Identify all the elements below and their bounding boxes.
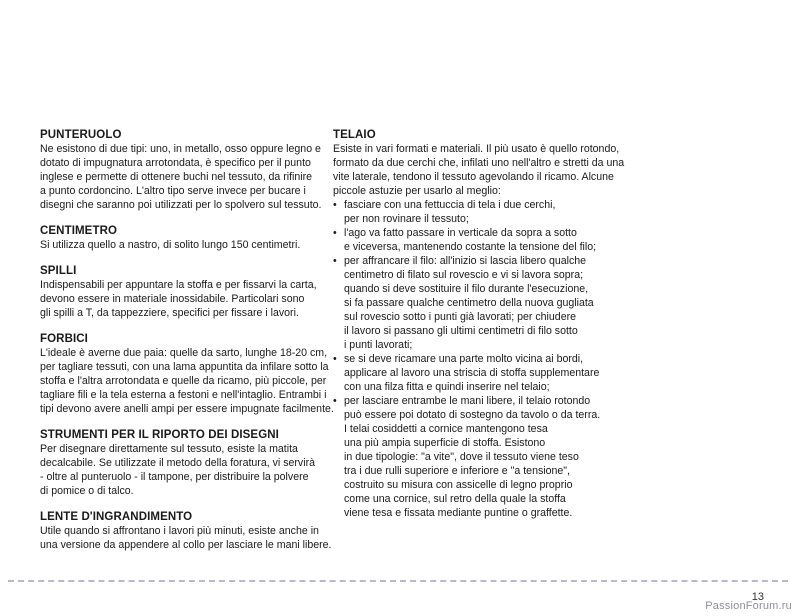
text-line: disegni che saranno poi utilizzati per lo spolvero sul tessuto. bbox=[40, 199, 322, 211]
section-body bbox=[40, 278, 322, 320]
section-body bbox=[40, 442, 322, 498]
section-telaio bbox=[333, 128, 625, 520]
text-line: gli spilli a T, da tappezziere, specifici per fissare i lavori. bbox=[40, 307, 299, 319]
text-line: i punti lavorati; bbox=[344, 339, 413, 351]
text-line: piccole astuzie per usarlo al meglio: bbox=[333, 185, 501, 197]
text-line: Esiste in vari formati e materiali. Il più usato è quello rotondo, bbox=[333, 143, 620, 155]
section-intro bbox=[333, 142, 625, 198]
section-strumenti-riporto bbox=[40, 428, 322, 498]
text-line: sul rovescio sotto i punti già lavorati; per chiudere bbox=[344, 311, 577, 323]
text-line: una versione da appendere al collo per lasciare le mani libere. bbox=[40, 539, 332, 551]
text-line: I telai cosiddetti a cornice mantengono tesa bbox=[344, 423, 548, 435]
section-body bbox=[40, 238, 322, 252]
text-line: L'ideale è averne due paia: quelle da sarto, lunghe 18-20 cm, bbox=[40, 347, 328, 359]
section-heading: CENTIMETRO bbox=[40, 225, 118, 237]
text-line: tagliare fili e la tela esterna a festoni e nell'intaglio. Entrambi i bbox=[40, 389, 327, 401]
text-line: • se si deve ricamare una parte molto vicina ai bordi, bbox=[344, 353, 584, 365]
section-heading: STRUMENTI PER IL RIPORTO DEI DISEGNI bbox=[40, 429, 279, 441]
section-body bbox=[40, 524, 332, 552]
text-line: Ne esistono di due tipi: uno, in metallo, osso oppure legno e bbox=[40, 143, 321, 155]
text-line: costruito su misura con assicelle di legno proprio bbox=[344, 479, 573, 491]
text-line: e viceversa, mantenendo costante la tensione del filo; bbox=[344, 241, 597, 253]
text-line: di pomice o di talco. bbox=[40, 485, 134, 497]
section-centimetro bbox=[40, 224, 322, 252]
text-line: dotato di impugnatura arrotondata, è specifico per il punto bbox=[40, 157, 311, 169]
text-line: - oltre al punteruolo - il tampone, per distribuire la polvere bbox=[40, 471, 309, 483]
text-line: quando si deve sostituire il filo durante l'esecuzione, bbox=[344, 283, 589, 295]
list-item bbox=[333, 198, 621, 226]
footer-divider bbox=[8, 580, 788, 582]
text-line: Utile quando si affrontano i lavori più minuti, esiste anche in bbox=[40, 525, 319, 537]
text-line: Indispensabili per appuntare la stoffa e per fissarvi la carta, bbox=[40, 279, 317, 291]
text-line: inglese e permette di ottenere buchi nel tessuto, da rifinire bbox=[40, 171, 313, 183]
right-column bbox=[333, 128, 625, 532]
text-line: con una filza fitta e quindi inserire nel telaio; bbox=[344, 381, 550, 393]
list-item bbox=[333, 394, 621, 520]
section-body bbox=[40, 142, 322, 212]
section-heading: TELAIO bbox=[333, 129, 376, 141]
text-line: formato da due cerchi che, infilati uno nell'altro e stretti da una bbox=[333, 157, 625, 169]
section-spilli bbox=[40, 264, 322, 320]
section-heading: LENTE D'INGRANDIMENTO bbox=[40, 511, 193, 523]
section-heading: SPILLI bbox=[40, 265, 77, 277]
text-line: una più ampia superficie di stoffa. Esistono bbox=[344, 437, 546, 449]
section-heading: FORBICI bbox=[40, 333, 88, 345]
section-lente bbox=[40, 510, 332, 552]
text-line: • fasciare con una fettuccia di tela i due cerchi, bbox=[344, 199, 556, 211]
section-heading: PUNTERUOLO bbox=[40, 129, 122, 141]
text-line: per non rovinare il tessuto; bbox=[344, 213, 469, 225]
section-body bbox=[40, 346, 334, 416]
text-line: centimetro di filato sul rovescio e vi si lavora sopra; bbox=[344, 269, 584, 281]
list-item bbox=[333, 226, 621, 254]
tips-list bbox=[333, 198, 621, 520]
text-line: Si utilizza quello a nastro, di solito lungo 150 centimetri. bbox=[40, 239, 301, 251]
text-line: a punto cordoncino. L'altro tipo serve invece per bucare i bbox=[40, 185, 306, 197]
text-line: • l'ago va fatto passare in verticale da sopra a sotto bbox=[344, 227, 577, 239]
left-column bbox=[40, 128, 334, 564]
text-line: Per disegnare direttamente sul tessuto, esiste la matita bbox=[40, 443, 298, 455]
text-line: tipi devono avere anelli ampi per essere impugnate facilmente. bbox=[40, 403, 334, 415]
section-punteruolo bbox=[40, 128, 322, 212]
text-line: • per lasciare entrambe le mani libere, il telaio rotondo bbox=[344, 395, 591, 407]
list-item bbox=[333, 352, 621, 394]
section-forbici bbox=[40, 332, 334, 416]
text-line: stoffa e l'altra arrotondata e quelle da ricamo, più piccole, per bbox=[40, 375, 327, 387]
text-line: si fa passare qualche centimetro della nuova gugliata bbox=[344, 297, 594, 309]
text-line: vite laterale, tendono il tessuto agevolando il ricamo. Alcune bbox=[333, 171, 614, 183]
text-line: come una cornice, sul retro della quale la stoffa bbox=[344, 493, 566, 505]
text-line: tra i due rulli superiore e inferiore e "a tensione", bbox=[344, 465, 570, 477]
page-number: 13 bbox=[751, 591, 764, 603]
text-line: decalcabile. Se utilizzate il metodo della foratura, vi servirà bbox=[40, 457, 315, 469]
text-line: devono essere in materiale inossidabile. Particolari sono bbox=[40, 293, 305, 305]
watermark-text: PassionForum.ru bbox=[705, 600, 792, 612]
text-line: per tagliare tessuti, con una lama appuntita da infilare sotto la bbox=[40, 361, 329, 373]
text-line: • per affrancare il filo: all'inizio si lascia libero qualche bbox=[344, 255, 587, 267]
text-line: il lavoro si passano gli ultimi centimetri di filo sotto bbox=[344, 325, 578, 337]
text-line: in due tipologie: "a vite", dove il tessuto viene teso bbox=[344, 451, 579, 463]
list-item bbox=[333, 254, 621, 352]
text-line: può essere poi dotato di sostegno da tavolo o da terra. bbox=[344, 409, 601, 421]
text-line: viene tesa e fissata mediante puntine o graffette. bbox=[344, 507, 573, 519]
text-line: applicare al lavoro una striscia di stoffa supplementare bbox=[344, 367, 600, 379]
